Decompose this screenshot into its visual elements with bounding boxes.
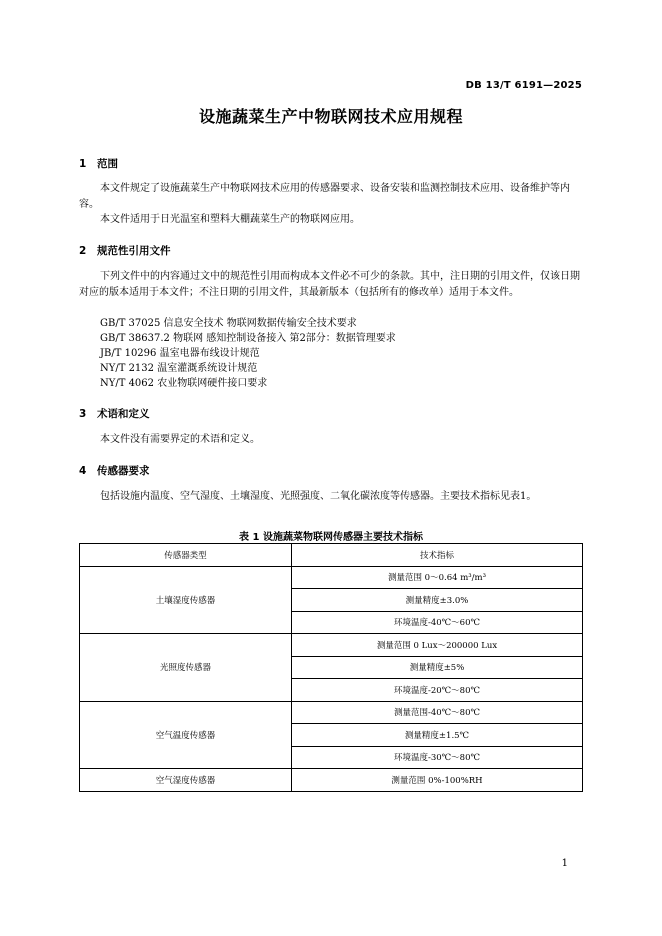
scope-paragraph-2: 本文件适用于日光温室和塑料大棚蔬菜生产的物联网应用。: [100, 214, 360, 225]
table-row: [80, 634, 583, 657]
spec-cell: 环境温度-40℃～60℃: [292, 611, 583, 634]
section-2-heading: [79, 243, 171, 258]
table-row: [80, 701, 583, 724]
spec-cell: 测量精度±1.5℃: [292, 724, 583, 747]
section-title: 范围: [97, 158, 118, 170]
table-row: [80, 566, 583, 589]
section-title: 传感器要求: [97, 465, 150, 477]
table-row: [80, 769, 583, 792]
document-id: DB 13/T 6191—2025: [465, 80, 582, 91]
reference-item: NY/T 4062 农业物联网硬件接口要求: [100, 378, 268, 389]
sensor-type-cell: 空气湿度传感器: [80, 769, 292, 792]
section-4-heading: [79, 463, 150, 478]
spec-cell: 测量精度±3.0%: [292, 589, 583, 612]
spec-cell: 测量范围-40℃～80℃: [292, 701, 583, 724]
table-header-cell: 传感器类型: [80, 544, 292, 567]
section-number: 1: [79, 158, 87, 170]
sensor-type-cell: 空气温度传感器: [80, 701, 292, 769]
table-header-cell: 技术指标: [292, 544, 583, 567]
section-number: 4: [79, 465, 87, 477]
reference-item: GB/T 38637.2 物联网 感知控制设备接入 第2部分：数据管理要求: [100, 333, 396, 344]
document-title: 设施蔬菜生产中物联网技术应用规程: [198, 107, 463, 126]
section-number: 2: [79, 245, 87, 257]
section-number: 3: [79, 408, 87, 420]
page-number: 1: [561, 858, 568, 869]
section-title: 规范性引用文件: [97, 245, 171, 257]
sensor-type-cell: 光照度传感器: [80, 634, 292, 702]
spec-cell: 环境温度-30℃～80℃: [292, 746, 583, 769]
spec-cell: 测量范围 0%-100%RH: [292, 769, 583, 792]
spec-cell: 测量范围 0～0.64 m³/m³: [292, 566, 583, 589]
section-title: 术语和定义: [97, 408, 150, 420]
terms-paragraph: 本文件没有需要界定的术语和定义。: [100, 434, 260, 445]
sensor-type-cell: 土壤湿度传感器: [80, 566, 292, 634]
reference-item: NY/T 2132 温室灌溉系统设计规范: [100, 363, 258, 374]
spec-cell: 测量范围 0 Lux～200000 Lux: [292, 634, 583, 657]
reference-item: GB/T 37025 信息安全技术 物联网数据传输安全技术要求: [100, 318, 357, 329]
scope-paragraph-1: 本文件规定了设施蔬菜生产中物联网技术应用的传感器要求、设备安装和监测控制技术应用、设备维护等内容。: [79, 183, 570, 210]
reference-item: JB/T 10296 温室电器布线设计规范: [100, 348, 260, 359]
normative-paragraph: 下列文件中的内容通过文中的规范性引用而构成本文件必不可少的条款。其中，注日期的引用文件，仅该日期对应的版本适用于本文件；不注日期的引用文件，其最新版本（包括所有的修改单）适用于本文件。: [79, 271, 580, 298]
sensor-paragraph: 包括设施内温度、空气湿度、土壤湿度、光照强度、二氧化碳浓度等传感器。主要技术指标见表1。: [100, 491, 537, 502]
table-caption: 表 1 设施蔬菜物联网传感器主要技术指标: [239, 532, 423, 543]
section-1-heading: [79, 156, 118, 171]
section-3-heading: [79, 406, 150, 421]
spec-cell: 测量精度±5%: [292, 656, 583, 679]
sensor-spec-table: [79, 543, 583, 792]
table-header-row: [80, 544, 583, 567]
spec-cell: 环境温度-20℃～80℃: [292, 679, 583, 702]
